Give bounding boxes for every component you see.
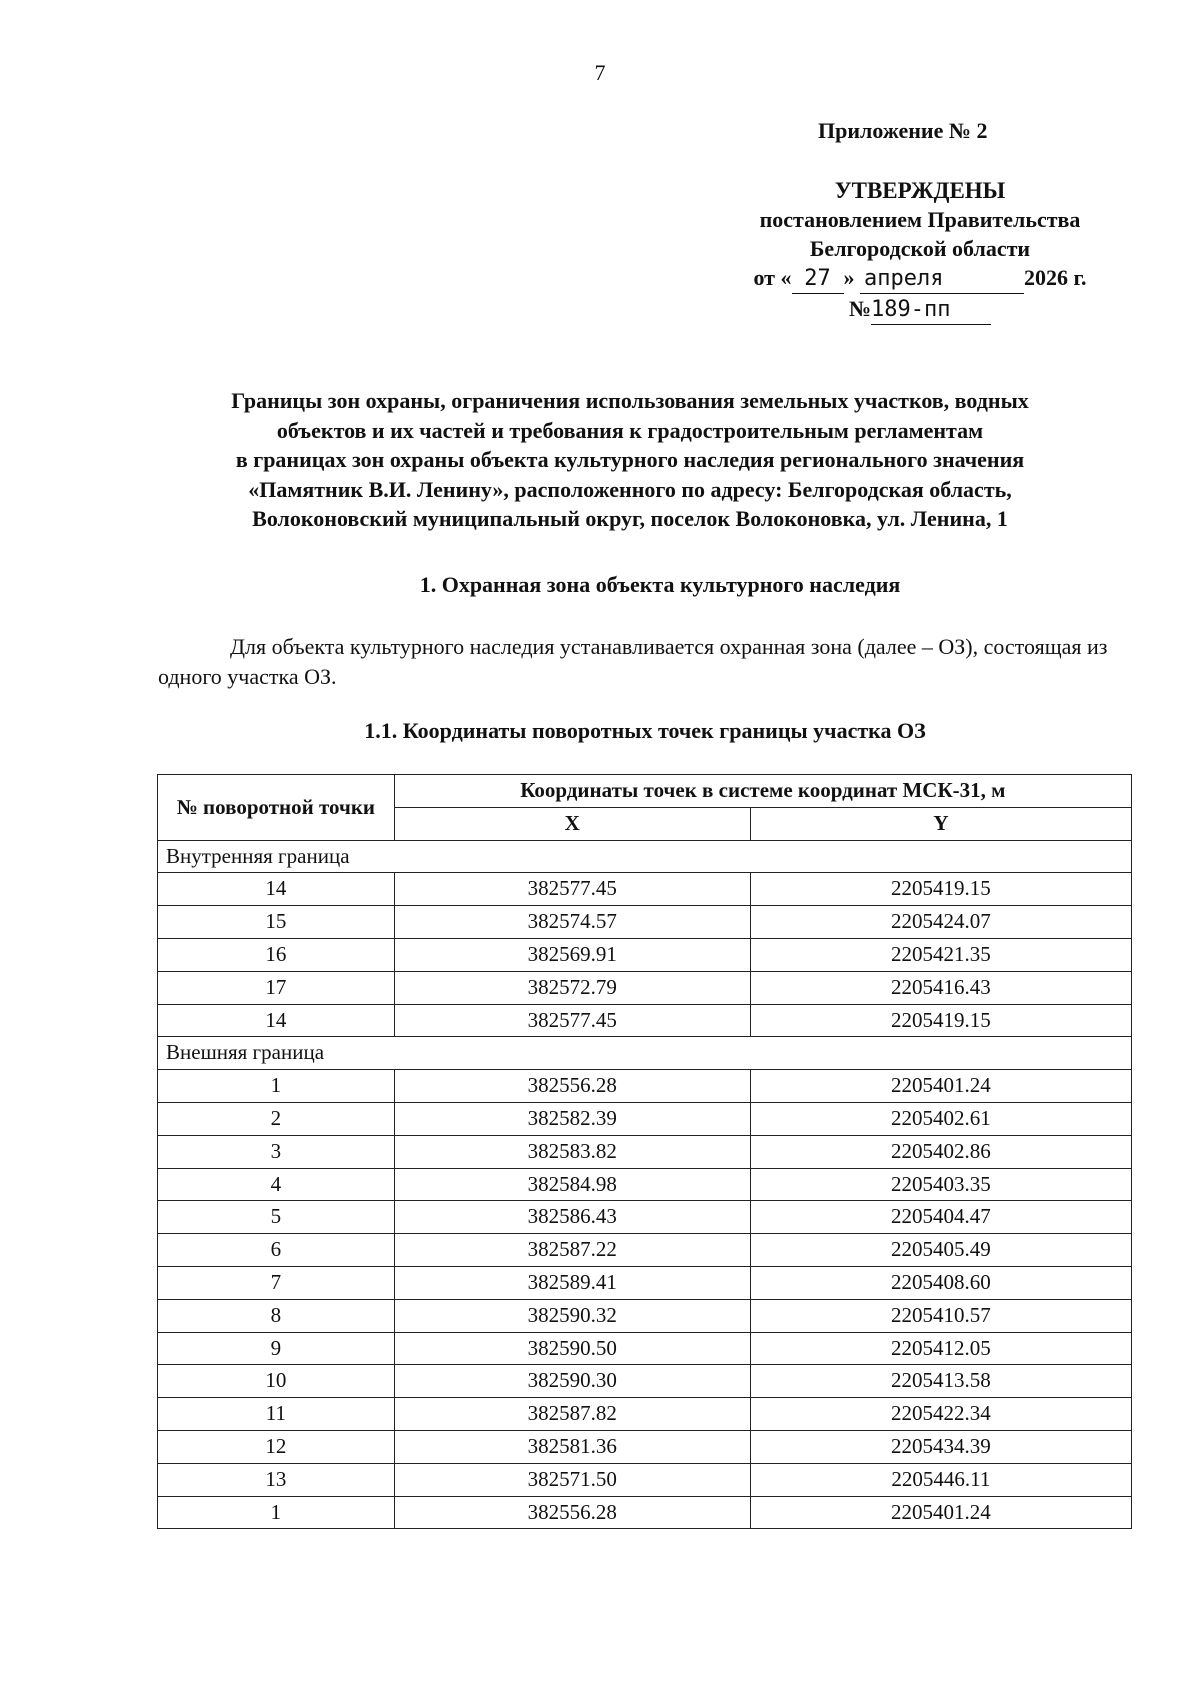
point-number-cell: 12 <box>158 1430 395 1463</box>
table-group-row <box>158 840 1132 873</box>
point-number-cell: 4 <box>158 1168 395 1201</box>
y-coordinate-cell: 2205410.57 <box>750 1299 1131 1332</box>
point-number-cell: 7 <box>158 1266 395 1299</box>
x-coordinate-cell: 382584.98 <box>394 1168 750 1201</box>
y-coordinate-cell: 2205402.86 <box>750 1135 1131 1168</box>
x-coordinate-cell: 382583.82 <box>394 1135 750 1168</box>
title-line: Волоконовский муниципальный округ, поселок Волоконовка, ул. Ленина, 1 <box>252 506 1008 531</box>
point-number-cell: 9 <box>158 1332 395 1365</box>
group-label: Внутренняя граница <box>158 840 1132 873</box>
point-number-cell: 14 <box>158 1004 395 1037</box>
y-coordinate-cell: 2205408.60 <box>750 1266 1131 1299</box>
subsection-1-1-heading: 1.1. Координаты поворотных точек границы участка ОЗ <box>364 718 926 743</box>
x-coordinate-cell: 382590.32 <box>394 1299 750 1332</box>
table-row <box>158 1102 1132 1135</box>
approval-date-line <box>720 263 1120 294</box>
y-coordinate-cell: 2205413.58 <box>750 1365 1131 1398</box>
date-prefix: от « <box>753 265 792 290</box>
x-coordinate-cell: 382586.43 <box>394 1201 750 1234</box>
coordinates-table <box>157 774 1132 1529</box>
point-number-cell: 14 <box>158 873 395 906</box>
header-x: X <box>394 807 750 840</box>
y-coordinate-cell: 2205404.47 <box>750 1201 1131 1234</box>
x-coordinate-cell: 382590.50 <box>394 1332 750 1365</box>
point-number-cell: 1 <box>158 1070 395 1103</box>
point-number-cell: 16 <box>158 938 395 971</box>
page-number: 7 <box>594 60 606 85</box>
approved-heading: УТВЕРЖДЕНЫ <box>834 178 1006 203</box>
section-1-paragraph: Для объекта культурного наследия устанавливается охранная зона (далее – ОЗ), состоящая из одного участка ОЗ. <box>158 634 1108 689</box>
point-number-cell: 17 <box>158 971 395 1004</box>
title-line: «Памятник В.И. Ленину», расположенного по адресу: Белгородская область, <box>248 476 1012 502</box>
table-row <box>158 971 1132 1004</box>
table-row <box>158 1234 1132 1267</box>
x-coordinate-cell: 382569.91 <box>394 938 750 971</box>
y-coordinate-cell: 2205402.61 <box>750 1102 1131 1135</box>
table-body <box>158 840 1132 1529</box>
table-row <box>158 1299 1132 1332</box>
title-line: Границы зон охраны, ограничения использования земельных участков, водных <box>231 388 1029 413</box>
table-row <box>158 1004 1132 1037</box>
appendix-label: Приложение № 2 <box>818 118 988 143</box>
date-month-field: апреля <box>860 264 1024 294</box>
x-coordinate-cell: 382581.36 <box>394 1430 750 1463</box>
table-row <box>158 1496 1132 1529</box>
point-number-cell: 5 <box>158 1201 395 1234</box>
table-row <box>158 1365 1132 1398</box>
table-row <box>158 1398 1132 1431</box>
title-line: объектов и их частей и требования к градостроительным регламентам <box>276 417 984 443</box>
point-number-cell: 8 <box>158 1299 395 1332</box>
table-row <box>158 1430 1132 1463</box>
approval-line-1: постановлением Правительства <box>759 207 1081 232</box>
x-coordinate-cell: 382587.82 <box>394 1398 750 1431</box>
table-group-row <box>158 1037 1132 1070</box>
point-number-cell: 3 <box>158 1135 395 1168</box>
date-year: 2026 г. <box>1024 265 1087 290</box>
point-number-cell: 6 <box>158 1234 395 1267</box>
x-coordinate-cell: 382582.39 <box>394 1102 750 1135</box>
section-1-heading: 1. Охранная зона объекта культурного наследия <box>419 572 901 597</box>
x-coordinate-cell: 382556.28 <box>394 1070 750 1103</box>
table-row <box>158 1201 1132 1234</box>
y-coordinate-cell: 2205405.49 <box>750 1234 1131 1267</box>
point-number-cell: 13 <box>158 1463 395 1496</box>
header-coordinates: Координаты точек в системе координат МСК-31, м <box>394 775 1131 808</box>
y-coordinate-cell: 2205403.35 <box>750 1168 1131 1201</box>
y-coordinate-cell: 2205422.34 <box>750 1398 1131 1431</box>
table-row <box>158 1135 1132 1168</box>
y-coordinate-cell: 2205401.24 <box>750 1070 1131 1103</box>
x-coordinate-cell: 382590.30 <box>394 1365 750 1398</box>
table-row <box>158 906 1132 939</box>
approval-block <box>720 176 1120 325</box>
point-number-cell: 2 <box>158 1102 395 1135</box>
group-label: Внешняя граница <box>158 1037 1132 1070</box>
y-coordinate-cell: 2205421.35 <box>750 938 1131 971</box>
y-coordinate-cell: 2205424.07 <box>750 906 1131 939</box>
date-mid: » <box>843 265 855 290</box>
table-row <box>158 1266 1132 1299</box>
approval-number-line <box>720 294 1120 325</box>
table-row <box>158 938 1132 971</box>
y-coordinate-cell: 2205434.39 <box>750 1430 1131 1463</box>
x-coordinate-cell: 382577.45 <box>394 1004 750 1037</box>
table-row <box>158 1070 1132 1103</box>
approval-line-2: Белгородской области <box>809 236 1031 261</box>
x-coordinate-cell: 382574.57 <box>394 906 750 939</box>
table-row <box>158 1332 1132 1365</box>
x-coordinate-cell: 382589.41 <box>394 1266 750 1299</box>
x-coordinate-cell: 382587.22 <box>394 1234 750 1267</box>
header-point-number: № поворотной точки <box>158 775 395 841</box>
y-coordinate-cell: 2205446.11 <box>750 1463 1131 1496</box>
table-row <box>158 1463 1132 1496</box>
x-coordinate-cell: 382556.28 <box>394 1496 750 1529</box>
y-coordinate-cell: 2205419.15 <box>750 1004 1131 1037</box>
number-prefix: № <box>848 296 872 321</box>
point-number-cell: 15 <box>158 906 395 939</box>
point-number-cell: 1 <box>158 1496 395 1529</box>
title-line: в границах зон охраны объекта культурного наследия регионального значения <box>235 447 1025 472</box>
point-number-cell: 10 <box>158 1365 395 1398</box>
y-coordinate-cell: 2205412.05 <box>750 1332 1131 1365</box>
y-coordinate-cell: 2205419.15 <box>750 873 1131 906</box>
header-y: Y <box>750 807 1131 840</box>
x-coordinate-cell: 382572.79 <box>394 971 750 1004</box>
y-coordinate-cell: 2205401.24 <box>750 1496 1131 1529</box>
table-row <box>158 1168 1132 1201</box>
point-number-cell: 11 <box>158 1398 395 1431</box>
table-row <box>158 873 1132 906</box>
x-coordinate-cell: 382577.45 <box>394 873 750 906</box>
document-title <box>140 386 1120 534</box>
y-coordinate-cell: 2205416.43 <box>750 971 1131 1004</box>
document-number-field: 189-пп <box>871 295 991 325</box>
x-coordinate-cell: 382571.50 <box>394 1463 750 1496</box>
date-day-field: 27 <box>792 264 844 294</box>
